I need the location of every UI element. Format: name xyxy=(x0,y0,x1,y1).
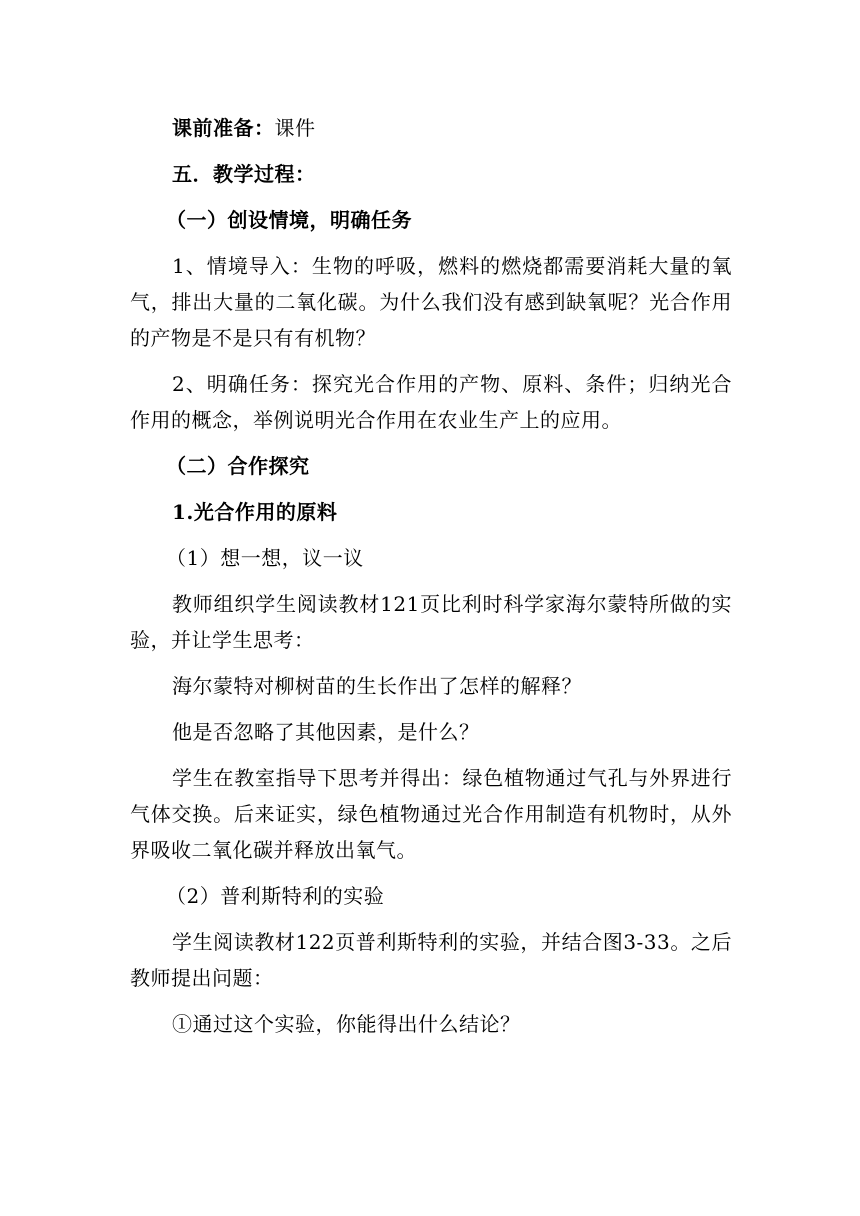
part2-heading: （二）合作探究 xyxy=(166,454,310,478)
document-body xyxy=(130,110,732,1042)
sub1-1-heading: （1）想一想，议一议 xyxy=(166,546,364,570)
section5-heading: 五．教学过程： xyxy=(172,162,316,186)
paragraph-reading-121: 教师组织学生阅读教材121页比利时科学家海尔蒙特所做的实验，并让学生思考： xyxy=(130,592,732,652)
prep-value: 课件 xyxy=(274,116,316,140)
prep-line xyxy=(130,110,732,146)
part1-heading: （一）创设情境，明确任务 xyxy=(166,208,412,232)
paragraph-task: 2、明确任务：探究光合作用的产物、原料、条件；归纳光合作用的概念，举例说明光合作用在农业生产上的应用。 xyxy=(130,372,732,432)
question-other-factors: 他是否忽略了其他因素，是什么？ xyxy=(172,720,480,744)
question-conclusion: ①通过这个实验，你能得出什么结论？ xyxy=(172,1012,521,1036)
prep-label: 课前准备： xyxy=(172,116,275,140)
paragraph-reading-122: 学生阅读教材122页普利斯特利的实验，并结合图3-33。之后教师提出问题： xyxy=(130,930,732,990)
paragraph-gas-exchange: 学生在教室指导下思考并得出：绿色植物通过气孔与外界进行气体交换。后来证实，绿色植物通过光合作用制造有机物时，从外界吸收二氧化碳并释放出氧气。 xyxy=(130,766,732,862)
question-helmont-explanation: 海尔蒙特对柳树苗的生长作出了怎样的解释？ xyxy=(172,674,582,698)
paragraph-situation-intro: 1、情境导入：生物的呼吸，燃料的燃烧都需要消耗大量的氧气，排出大量的二氧化碳。为什么我们没有感到缺氧呢？光合作用的产物是不是只有有机物？ xyxy=(130,254,732,350)
sub1-2-heading: （2）普利斯特利的实验 xyxy=(166,884,385,908)
sub1-heading: 1.光合作用的原料 xyxy=(172,500,338,524)
